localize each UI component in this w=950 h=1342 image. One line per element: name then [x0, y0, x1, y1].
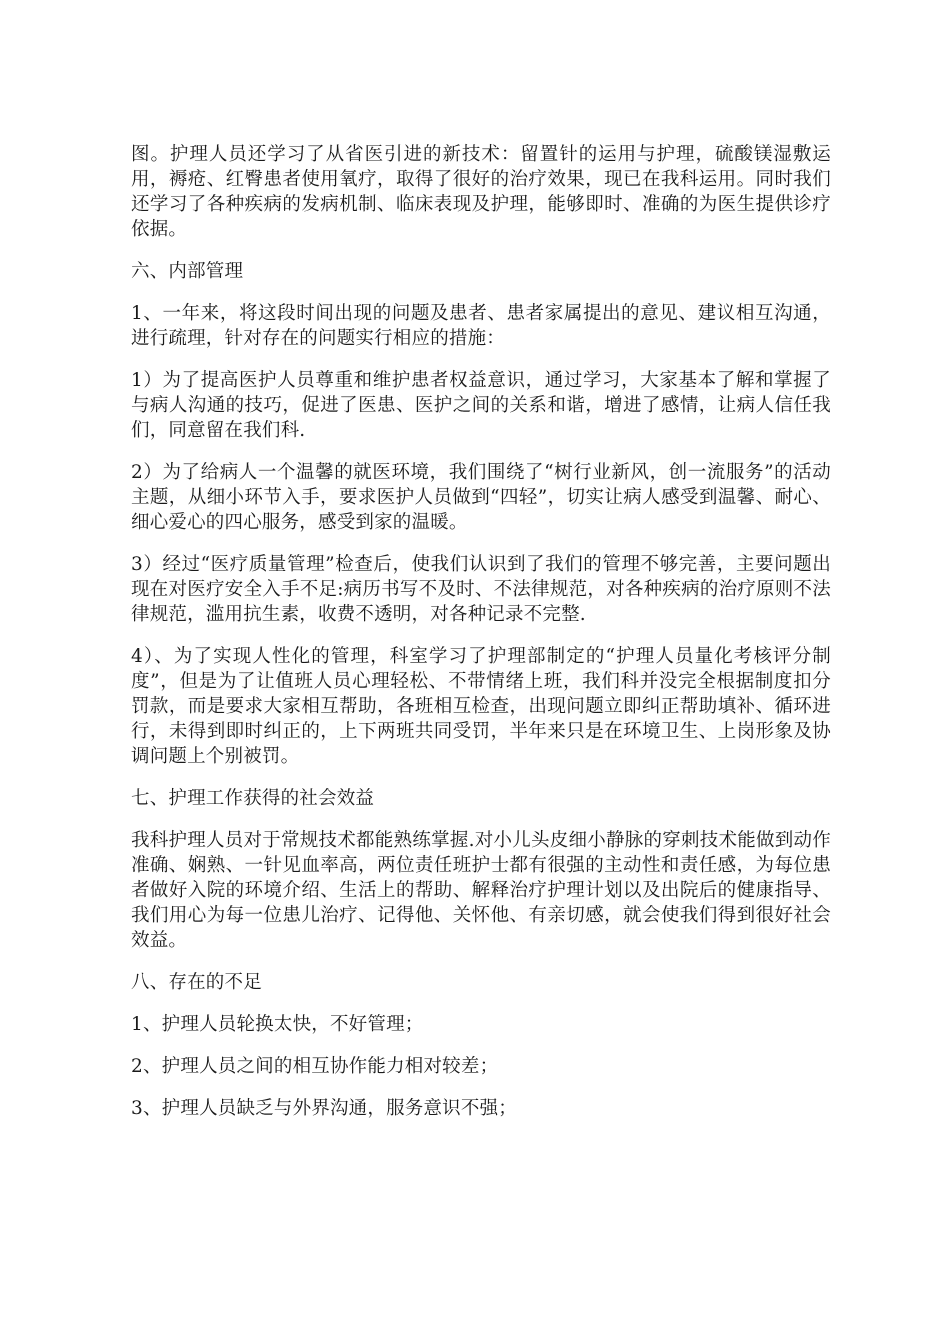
paragraph-technical-skills: 我科护理人员对于常规技术都能熟练掌握.对小儿头皮细小静脉的穿刺技术能做到动作准确、娴熟、一针见血率高，两位责任班护士都有很强的主动性和责任感，为每位患者做好入院的环境介绍、生活上的帮助、解释治疗护理计划以及出院后的健康指导、我们用心为每一位患儿治疗、记得他、关怀他、有亲切感，就会使我们得到很好社会效益。 [131, 830, 831, 951]
list-item-shortcoming-1: 1、护理人员轮换太快，不好管理； [131, 1014, 424, 1035]
paragraph-quality-management: 3）经过“医疗质量管理”检查后，使我们认识到了我们的管理不够完善，主要问题出现在对医疗安全入手不足:病历书写不及时、不法律规范，对各种疾病的治疗原则不法律规范，滥用抗生素，收费不透明，对各种记录不完整. [131, 554, 831, 625]
section-heading-social-benefits: 七、护理工作获得的社会效益 [131, 788, 375, 809]
section-heading-shortcomings: 八、存在的不足 [131, 972, 262, 993]
paragraph-warm-environment: 2）为了给病人一个温馨的就医环境，我们围绕了“树行业新风，创一流服务”的活动主题，从细小环节入手，要求医护人员做到“四轻”，切实让病人感受到温馨、耐心、细心爱心的四心服务，感受到家的温暖。 [131, 462, 831, 533]
paragraph-humanized-management: 4）、为了实现人性化的管理，科室学习了护理部制定的“护理人员量化考核评分制度”，但是为了让值班人员心理轻松、不带情绪上班，我们科并没完全根据制度扣分罚款，而是要求大家相互帮助，各班相互检查，出现问题立即纠正帮助填补、循环进行，未得到即时纠正的，上下两班共同受罚，半年来只是在环境卫生、上岗形象及协调问题上个别被罚。 [131, 646, 831, 767]
section-heading-internal-management: 六、内部管理 [131, 261, 244, 282]
paragraph-communication: 1、一年来，将这段时间出现的问题及患者、患者家属提出的意见、建议相互沟通，进行疏理，针对存在的问题实行相应的措施： [131, 303, 831, 349]
list-item-shortcoming-3: 3、护理人员缺乏与外界沟通，服务意识不强； [131, 1098, 517, 1119]
paragraph-patient-rights: 1）为了提高医护人员尊重和维护患者权益意识，通过学习，大家基本了解和掌握了与病人沟通的技巧，促进了医患、医护之间的关系和谐，增进了感情，让病人信任我们，同意留在我们科. [131, 370, 831, 441]
list-item-shortcoming-2: 2、护理人员之间的相互协作能力相对较差； [131, 1056, 499, 1077]
document-body [131, 142, 831, 1138]
paragraph-new-techniques: 图。护理人员还学习了从省医引进的新技术：留置针的运用与护理，硫酸镁湿敷运用，褥疮、红臀患者使用氧疗，取得了很好的治疗效果，现已在我科运用。同时我们还学习了各种疾病的发病机制、临床表现及护理，能够即时、准确的为医生提供诊疗依据。 [131, 144, 831, 240]
